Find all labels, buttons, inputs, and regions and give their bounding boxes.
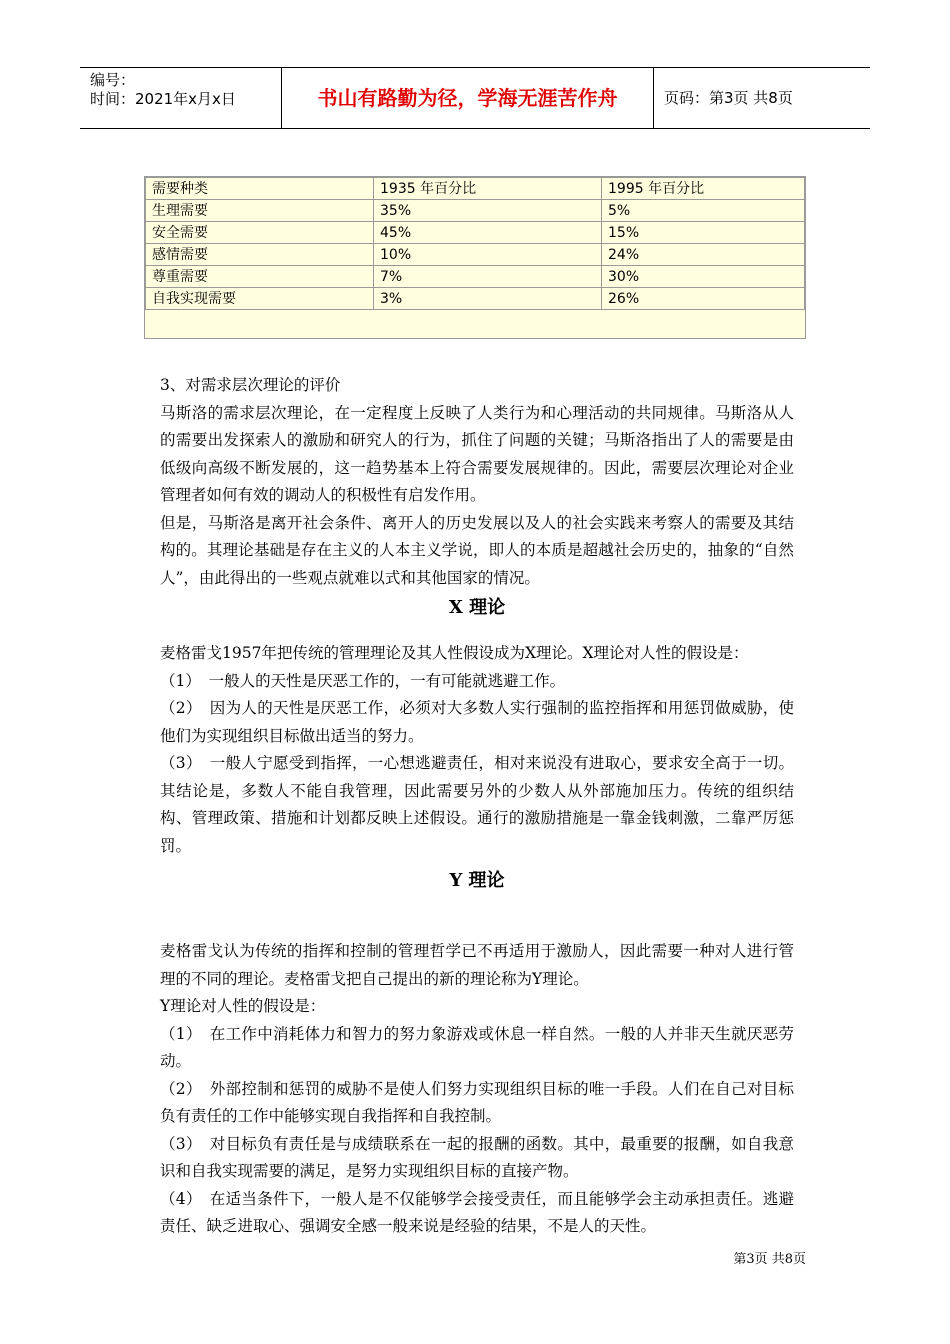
table-cell: 自我实现需要: [146, 288, 374, 310]
x-theory-heading: X 理论: [448, 597, 506, 618]
page-footer: 第3页 共8页: [733, 1252, 806, 1267]
y-theory-body: [160, 938, 794, 1241]
paragraph: 麦格雷戈1957年把传统的管理理论及其人性假设成为X理论。X理论对人性的假设是：: [160, 644, 749, 662]
list-item: （3） 对目标负有责任是与成绩联系在一起的报酬的函数。其中，最重要的报酬，如自我意识和自我实现需要的满足，是努力实现组织目标的直接产物。: [160, 1134, 794, 1180]
table-row: [146, 200, 805, 222]
paragraph: 马斯洛的需求层次理论，在一定程度上反映了人类行为和心理活动的共同规律。马斯洛从人的需要出发探索人的激励和研究人的行为，抓住了问题的关键；马斯洛指出了人的需要是由低级向高级不断发展的，这一趋势基本上符合需要发展规律的。因此，需要层次理论对企业管理者如何有效的调动人的积极性有启发作用。: [160, 403, 794, 504]
header-meta: [80, 68, 282, 128]
list-item: （1） 在工作中消耗体力和智力的努力象游戏或休息一样自然。一般的人并非天生就厌恶劳动。: [160, 1024, 794, 1070]
table-cell: 15%: [602, 222, 805, 244]
table-cell: 感情需要: [146, 244, 374, 266]
header-motto: 书山有路勤为径，学海无涯苦作舟: [282, 68, 654, 128]
time-label: 时间：2021年x月x日: [90, 90, 236, 108]
paragraph: 但是，马斯洛是离开社会条件、离开人的历史发展以及人的社会实践来考察人的需要及其结构的。其理论基础是存在主义的人本主义学说，即人的本质是超越社会历史的，抽象的“自然人”，由此得出的一些观点就难以式和其他国家的情况。: [160, 513, 794, 587]
list-item: （1） 一般人的天性是厌恶工作的，一有可能就逃避工作。: [160, 671, 566, 690]
table-cell: 安全需要: [146, 222, 374, 244]
table-row: [146, 222, 805, 244]
list-item: （2） 外部控制和惩罚的威胁不是使人们努力实现组织目标的唯一手段。人们在自己对目标负有责任的工作中能够实现自我指挥和自我控制。: [160, 1079, 794, 1125]
table-cell: 7%: [374, 266, 602, 288]
table-header-cell: 1995 年百分比: [602, 178, 805, 200]
table-cell: 45%: [374, 222, 602, 244]
table-cell: 尊重需要: [146, 266, 374, 288]
table-row: [146, 288, 805, 310]
x-theory-body: [160, 640, 794, 860]
table-header-row: [146, 178, 805, 200]
list-item: （4） 在适当条件下，一般人是不仅能够学会接受责任，而且能够学会主动承担责任。逃避责任、缺乏进取心、强调安全感一般来说是经验的结果，不是人的天性。: [160, 1189, 794, 1235]
paragraph: Y理论对人性的假设是：: [160, 997, 326, 1015]
table-cell: 26%: [602, 288, 805, 310]
needs-table: [144, 176, 806, 339]
number-label: 编号：: [90, 71, 136, 89]
section-evaluation: [160, 372, 794, 592]
table-cell: 30%: [602, 266, 805, 288]
y-theory-heading: Y 理论: [449, 870, 505, 891]
paragraph: 麦格雷戈认为传统的指挥和控制的管理哲学已不再适用于激励人，因此需要一种对人进行管理的不同的理论。麦格雷戈把自己提出的新的理论称为Y理论。: [160, 942, 794, 988]
table-cell: 5%: [602, 200, 805, 222]
section-title: 3、对需求层次理论的评价: [160, 376, 341, 394]
table-row: [146, 244, 805, 266]
table-row: [146, 266, 805, 288]
table-header-cell: 需要种类: [146, 178, 374, 200]
table-cell: 生理需要: [146, 200, 374, 222]
table-cell: 10%: [374, 244, 602, 266]
table-header-cell: 1935 年百分比: [374, 178, 602, 200]
list-item: （3） 一般人宁愿受到指挥，一心想逃避责任，相对来说没有进取心，要求安全高于一切。其结论是，多数人不能自我管理，因此需要另外的少数人从外部施加压力。传统的组织结构、管理政策、措施和计划都反映上述假设。通行的激励措施是一靠金钱刺激，二靠严厉惩罚。: [160, 754, 794, 855]
table-cell: 35%: [374, 200, 602, 222]
list-item: （2） 因为人的天性是厌恶工作，必须对大多数人实行强制的监控指挥和用惩罚做威胁，使他们为实现组织目标做出适当的努力。: [160, 699, 794, 745]
page-header: [80, 67, 870, 129]
table-cell: 24%: [602, 244, 805, 266]
header-page-info: 页码：第3页 共8页: [664, 89, 793, 107]
table-cell: 3%: [374, 288, 602, 310]
